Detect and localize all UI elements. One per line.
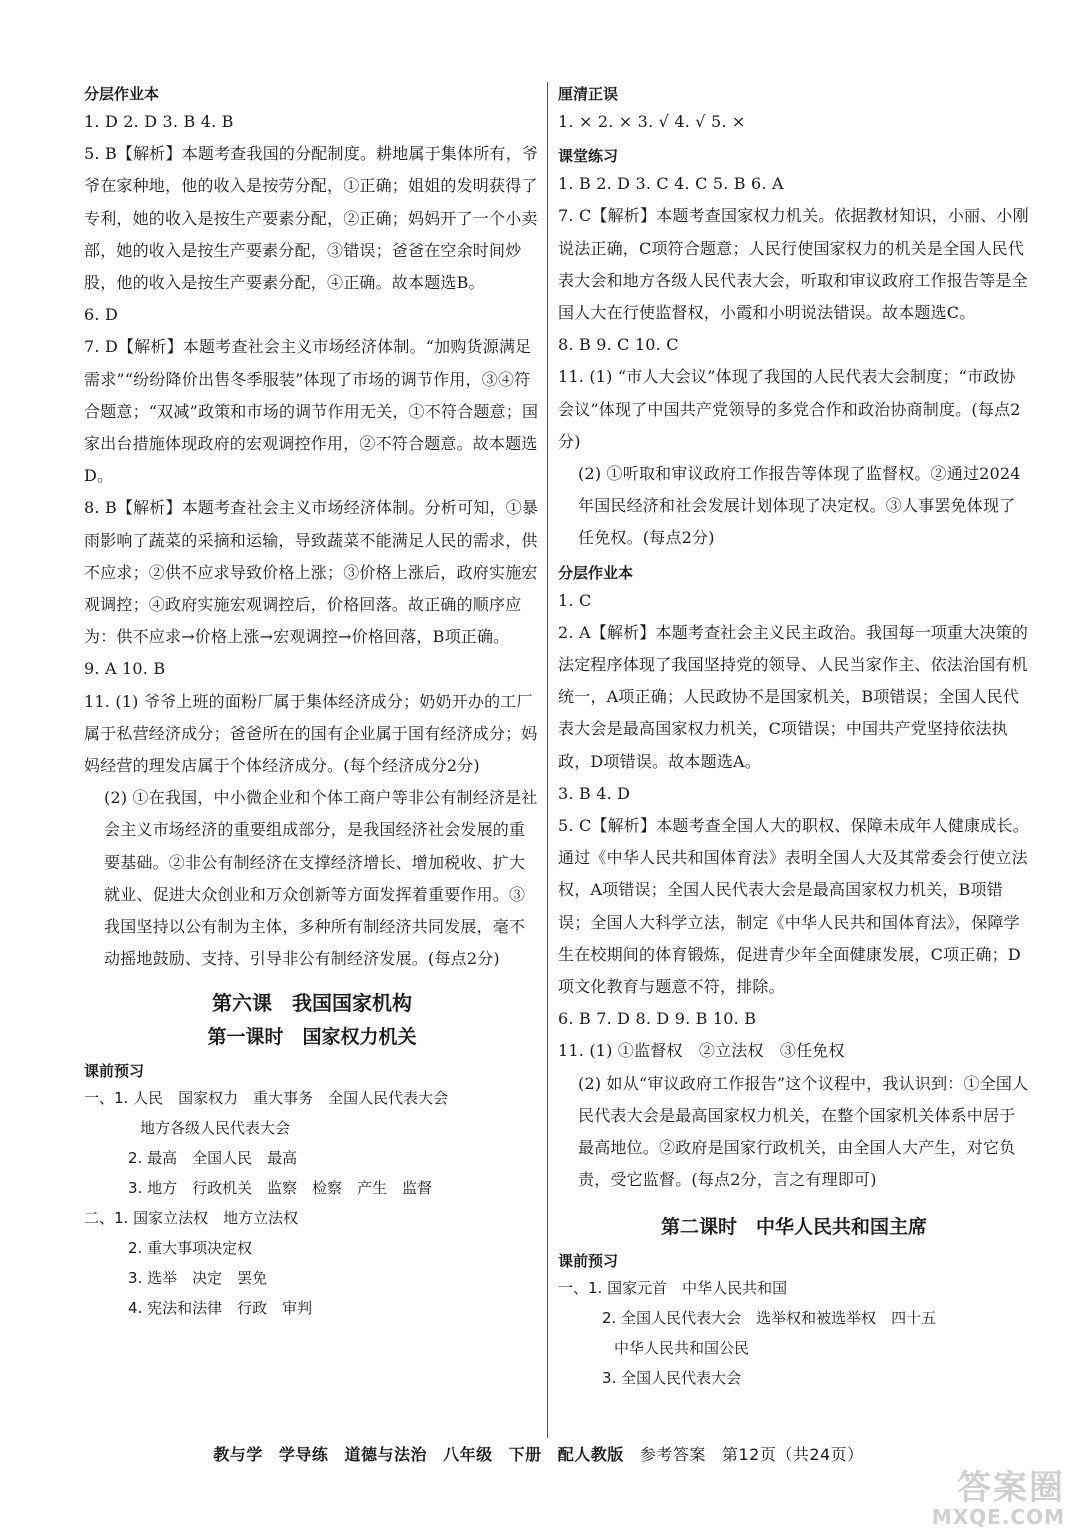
answer-item: 1. × 2. × 3. √ 4. √ 5. × bbox=[558, 112, 746, 131]
section-title: 厘清正误 bbox=[558, 85, 619, 103]
answer-item: 5. C【解析】本题考查全国人大的职权、保障未成年人健康成长。通过《中华人民共和国体育法》表明全国人大及其常委会行使立法权，A项错误；全国人民代表大会是最高国家权力机关，B项错误；全国人大科学立法，制定《中华人民共和国体育法》，保障学生在校期间的体育锻炼，促进青少年全面健康发展，C项正确；D项文化教育与题意不符，排除。 bbox=[558, 816, 1029, 997]
answer-item: 8. B【解析】本题考查社会主义市场经济体制。分析可知，①暴雨影响了蔬菜的采摘和运输，导致蔬菜不能满足人民的需求，供不应求；②供不应求导致价格上涨；③价格上涨后，政府实施宏观调控；④政府实施宏观调控后，价格回落。故正确的顺序应为：供不应求→价格上涨→宏观调控→价格回落，B项正确。 bbox=[84, 498, 539, 647]
preview-item: 一、1. 国家元首 中华人民共和国 bbox=[558, 1278, 788, 1297]
preview-item: 3. 选举 决定 罢免 bbox=[128, 1269, 268, 1288]
answer-item: (2) 如从“审议政府工作报告”这个议程中，我认识到：①全国人民代表大会是最高国家权力机关，在整个国家机关体系中居于最高地位。②政府是国家行政机关，由全国人大产生，对它负责，受它监督。(每点2分，言之有理即可) bbox=[578, 1073, 1029, 1190]
preview-item: 中华人民共和国公民 bbox=[614, 1338, 750, 1357]
section-title: 课前预习 bbox=[84, 1062, 145, 1081]
footer-part: 学导练 bbox=[278, 1445, 329, 1464]
section-title: 分层作业本 bbox=[558, 563, 634, 582]
answer-item: 1. B 2. D 3. C 4. C 5. B 6. A bbox=[558, 174, 784, 194]
column-divider bbox=[547, 82, 548, 1438]
preview-item: 2. 重大事项决定权 bbox=[128, 1239, 253, 1258]
answer-item: (2) ①听取和审议政府工作报告等体现了监督权。②通过2024年国民经济和社会发展计划体现了决定权。③人事罢免体现了任免权。(每点2分) bbox=[578, 464, 1021, 548]
page-number: 第12页（共24页） bbox=[721, 1445, 864, 1464]
page-footer bbox=[0, 1442, 1077, 1465]
answer-item: 1. D 2. D 3. B 4. B bbox=[84, 112, 234, 131]
answer-item: 2. A【解析】本题考查社会主义民主政治。我国每一项重大决策的法定程序体现了我国坚持党的领导、人民当家作主、依法治国有机统一，A项正确；人民政协不是国家机关，B项错误；全国人民代表大会是最高国家权力机关，C项错误；中国共产党坚持依法执政，D项错误。故本题选A。 bbox=[558, 622, 1029, 771]
answer-item: 7. C【解析】本题考查国家权力机关。依据教材知识，小丽、小刚说法正确，C项符合题意；人民行使国家权力的机关是全国人民代表大会和地方各级人民代表大会，听取和审议政府工作报告等是全国人大在行使监督权，小霞和小明说法错误。故本题选C。 bbox=[558, 206, 1029, 323]
preview-item: 4. 宪法和法律 行政 审判 bbox=[128, 1299, 313, 1318]
answer-item: 11. (1) ①监督权 ②立法权 ③任免权 bbox=[558, 1041, 845, 1061]
preview-item: 2. 全国人民代表大会 选举权和被选举权 四十五 bbox=[602, 1308, 937, 1327]
section-title: 课前预习 bbox=[558, 1251, 619, 1270]
answer-item: 7. D【解析】本题考查社会主义市场经济体制。“加购货源满足需求”“纷纷降价出售冬季服装”体现了市场的调节作用，③④符合题意；“双减”政策和市场的调节作用无关，①不符合题意；国家出台措施体现政府的宏观调控作用，②不符合题意。故本题选D。 bbox=[84, 337, 539, 486]
answer-item: 6. B 7. D 8. D 9. B 10. B bbox=[558, 1009, 757, 1029]
preview-item: 一、1. 人民 国家权力 重大事务 全国人民代表大会 bbox=[84, 1089, 449, 1108]
lesson-title: 第六课 我国国家机构 bbox=[212, 991, 412, 1016]
watermark-logo bbox=[905, 1468, 1065, 1530]
answer-item: 8. B 9. C 10. C bbox=[558, 335, 679, 355]
answer-item: 5. B【解析】本题考查我国的分配制度。耕地属于集体所有，爷爷在家种地，他的收入是按劳分配，①正确；姐姐的发明获得了专利，她的收入是按生产要素分配，②正确；妈妈开了一个小卖部，她的收入是按生产要素分配，③错误；爸爸在空余时间炒股，他的收入是按生产要素分配，④正确。故本题选B。 bbox=[84, 144, 539, 293]
footer-part: 八年级 bbox=[443, 1445, 493, 1464]
period-title: 第二课时 中华人民共和国主席 bbox=[660, 1215, 927, 1238]
footer-part: 道德与法治 bbox=[344, 1445, 427, 1464]
left-column bbox=[84, 78, 540, 1323]
preview-item: 二、1. 国家立法权 地方立法权 bbox=[84, 1209, 299, 1228]
section-title: 课堂练习 bbox=[558, 147, 619, 166]
right-column bbox=[558, 78, 1030, 1393]
period-title: 第一课时 国家权力机关 bbox=[207, 1026, 417, 1049]
footer-part: 下册 bbox=[508, 1445, 542, 1464]
preview-item: 地方各级人民代表大会 bbox=[140, 1119, 291, 1138]
answer-item: 6. D bbox=[84, 305, 118, 325]
preview-item: 3. 全国人民代表大会 bbox=[602, 1368, 742, 1387]
answer-item: (2) ①在我国，中小微企业和个体工商户等非公有制经济是社会主义市场经济的重要组成部分，是我国经济社会发展的重要基础。②非公有制经济在支撑经济增长、增加税收、扩大就业、促进大众创业和万众创新等方面发挥着重要作用。③我国坚持以公有制为主体，多种所有制经济共同发展，毫不动摇地鼓励、支持、引导非公有制经济发展。(每点2分) bbox=[104, 788, 538, 969]
answer-item: 3. B 4. D bbox=[558, 783, 631, 803]
footer-part: 教与学 bbox=[213, 1445, 263, 1464]
answer-item: 11. (1) “市人大会议”体现了我国的人民代表大会制度；“市政协会议”体现了中国共产党领导的多党合作和政治协商制度。(每点2分) bbox=[558, 367, 1021, 451]
section-title: 分层作业本 bbox=[84, 85, 160, 103]
preview-item: 3. 地方 行政机关 监察 检察 产生 监督 bbox=[128, 1179, 433, 1198]
answer-item: 1. C bbox=[558, 590, 592, 610]
answer-item: 11. (1) 爷爷上班的面粉厂属于集体经济成分；奶奶开办的工厂属于私营经济成分；爸爸所在的国有企业属于国有经济成分；妈妈经营的理发店属于个体经济成分。(每个经济成分2分) bbox=[84, 691, 538, 776]
watermark-title: 答案圈 bbox=[957, 1468, 1065, 1508]
answer-item: 9. A 10. B bbox=[84, 659, 166, 679]
preview-item: 2. 最高 全国人民 最高 bbox=[128, 1149, 298, 1168]
footer-part: 配人教版 bbox=[557, 1445, 624, 1464]
watermark-url: MXQE.COM bbox=[931, 1505, 1065, 1529]
footer-part: 参考答案 bbox=[639, 1445, 706, 1464]
